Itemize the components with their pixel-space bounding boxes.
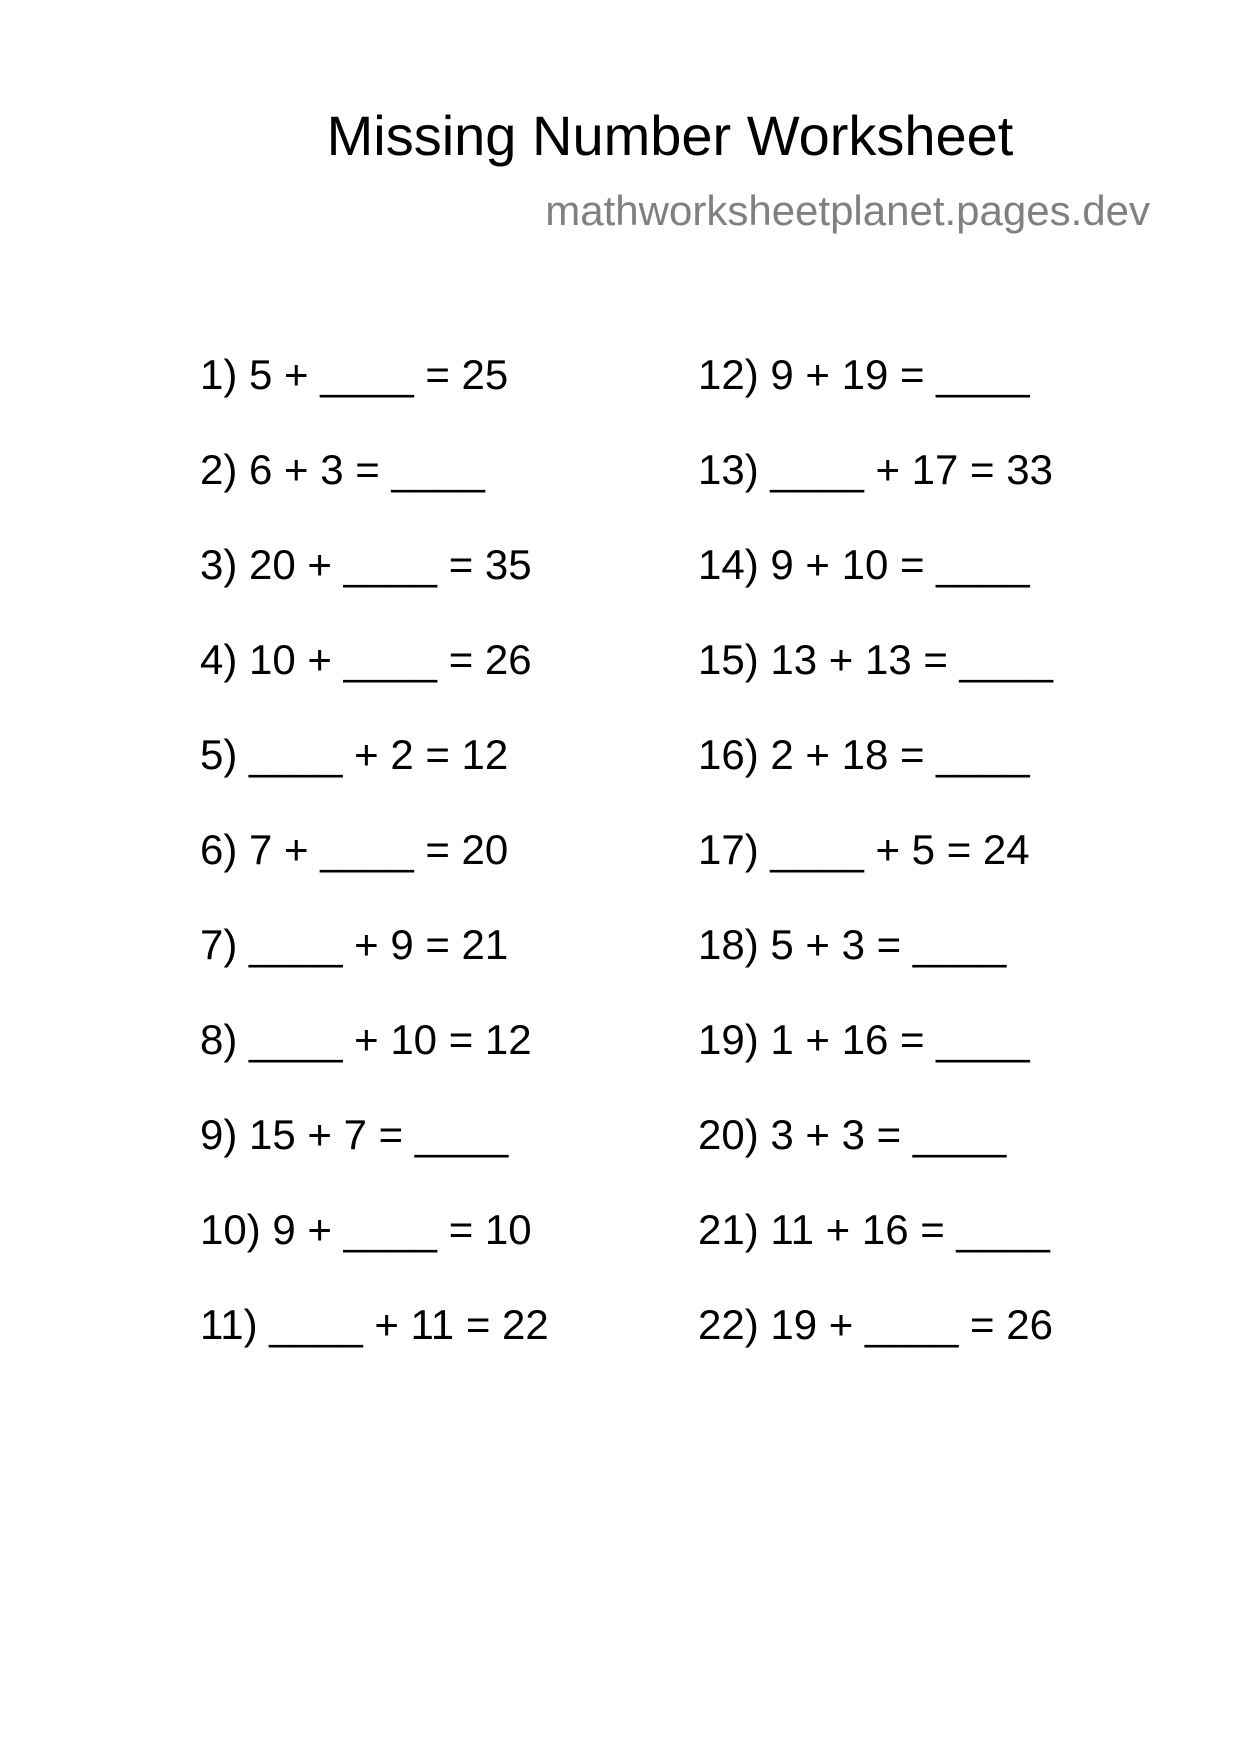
problem-10: 10) 9 + ____ = 10 (200, 1206, 532, 1253)
problem-4: 4) 10 + ____ = 26 (200, 636, 532, 683)
problem-7: 7) ____ + 9 = 21 (200, 921, 509, 968)
problem-1: 1) 5 + ____ = 25 (200, 351, 509, 398)
problem-12: 12) 9 + 19 = ____ (698, 351, 1030, 398)
problem-19: 19) 1 + 16 = ____ (698, 1016, 1030, 1063)
problem-18: 18) 5 + 3 = ____ (698, 921, 1007, 968)
problem-15: 15) 13 + 13 = ____ (698, 636, 1053, 683)
page-title: Missing Number Worksheet (326, 104, 1014, 167)
problem-6: 6) 7 + ____ = 20 (200, 826, 509, 873)
problem-21: 21) 11 + 16 = ____ (698, 1206, 1050, 1253)
problem-22: 22) 19 + ____ = 26 (698, 1301, 1053, 1348)
problem-20: 20) 3 + 3 = ____ (698, 1111, 1007, 1158)
site-url: mathworksheetplanet.pages.dev (545, 187, 1150, 234)
problem-16: 16) 2 + 18 = ____ (698, 731, 1030, 778)
problem-5: 5) ____ + 2 = 12 (200, 731, 509, 778)
problem-3: 3) 20 + ____ = 35 (200, 541, 532, 588)
problem-column-right (698, 345, 1053, 1390)
problem-column-left (200, 345, 549, 1390)
problem-9: 9) 15 + 7 = ____ (200, 1111, 509, 1158)
problem-8: 8) ____ + 10 = 12 (200, 1016, 532, 1063)
problem-11: 11) ____ + 11 = 22 (200, 1301, 549, 1348)
problem-17: 17) ____ + 5 = 24 (698, 826, 1030, 873)
problem-14: 14) 9 + 10 = ____ (698, 541, 1030, 588)
problem-2: 2) 6 + 3 = ____ (200, 446, 485, 493)
problem-13: 13) ____ + 17 = 33 (698, 446, 1053, 493)
